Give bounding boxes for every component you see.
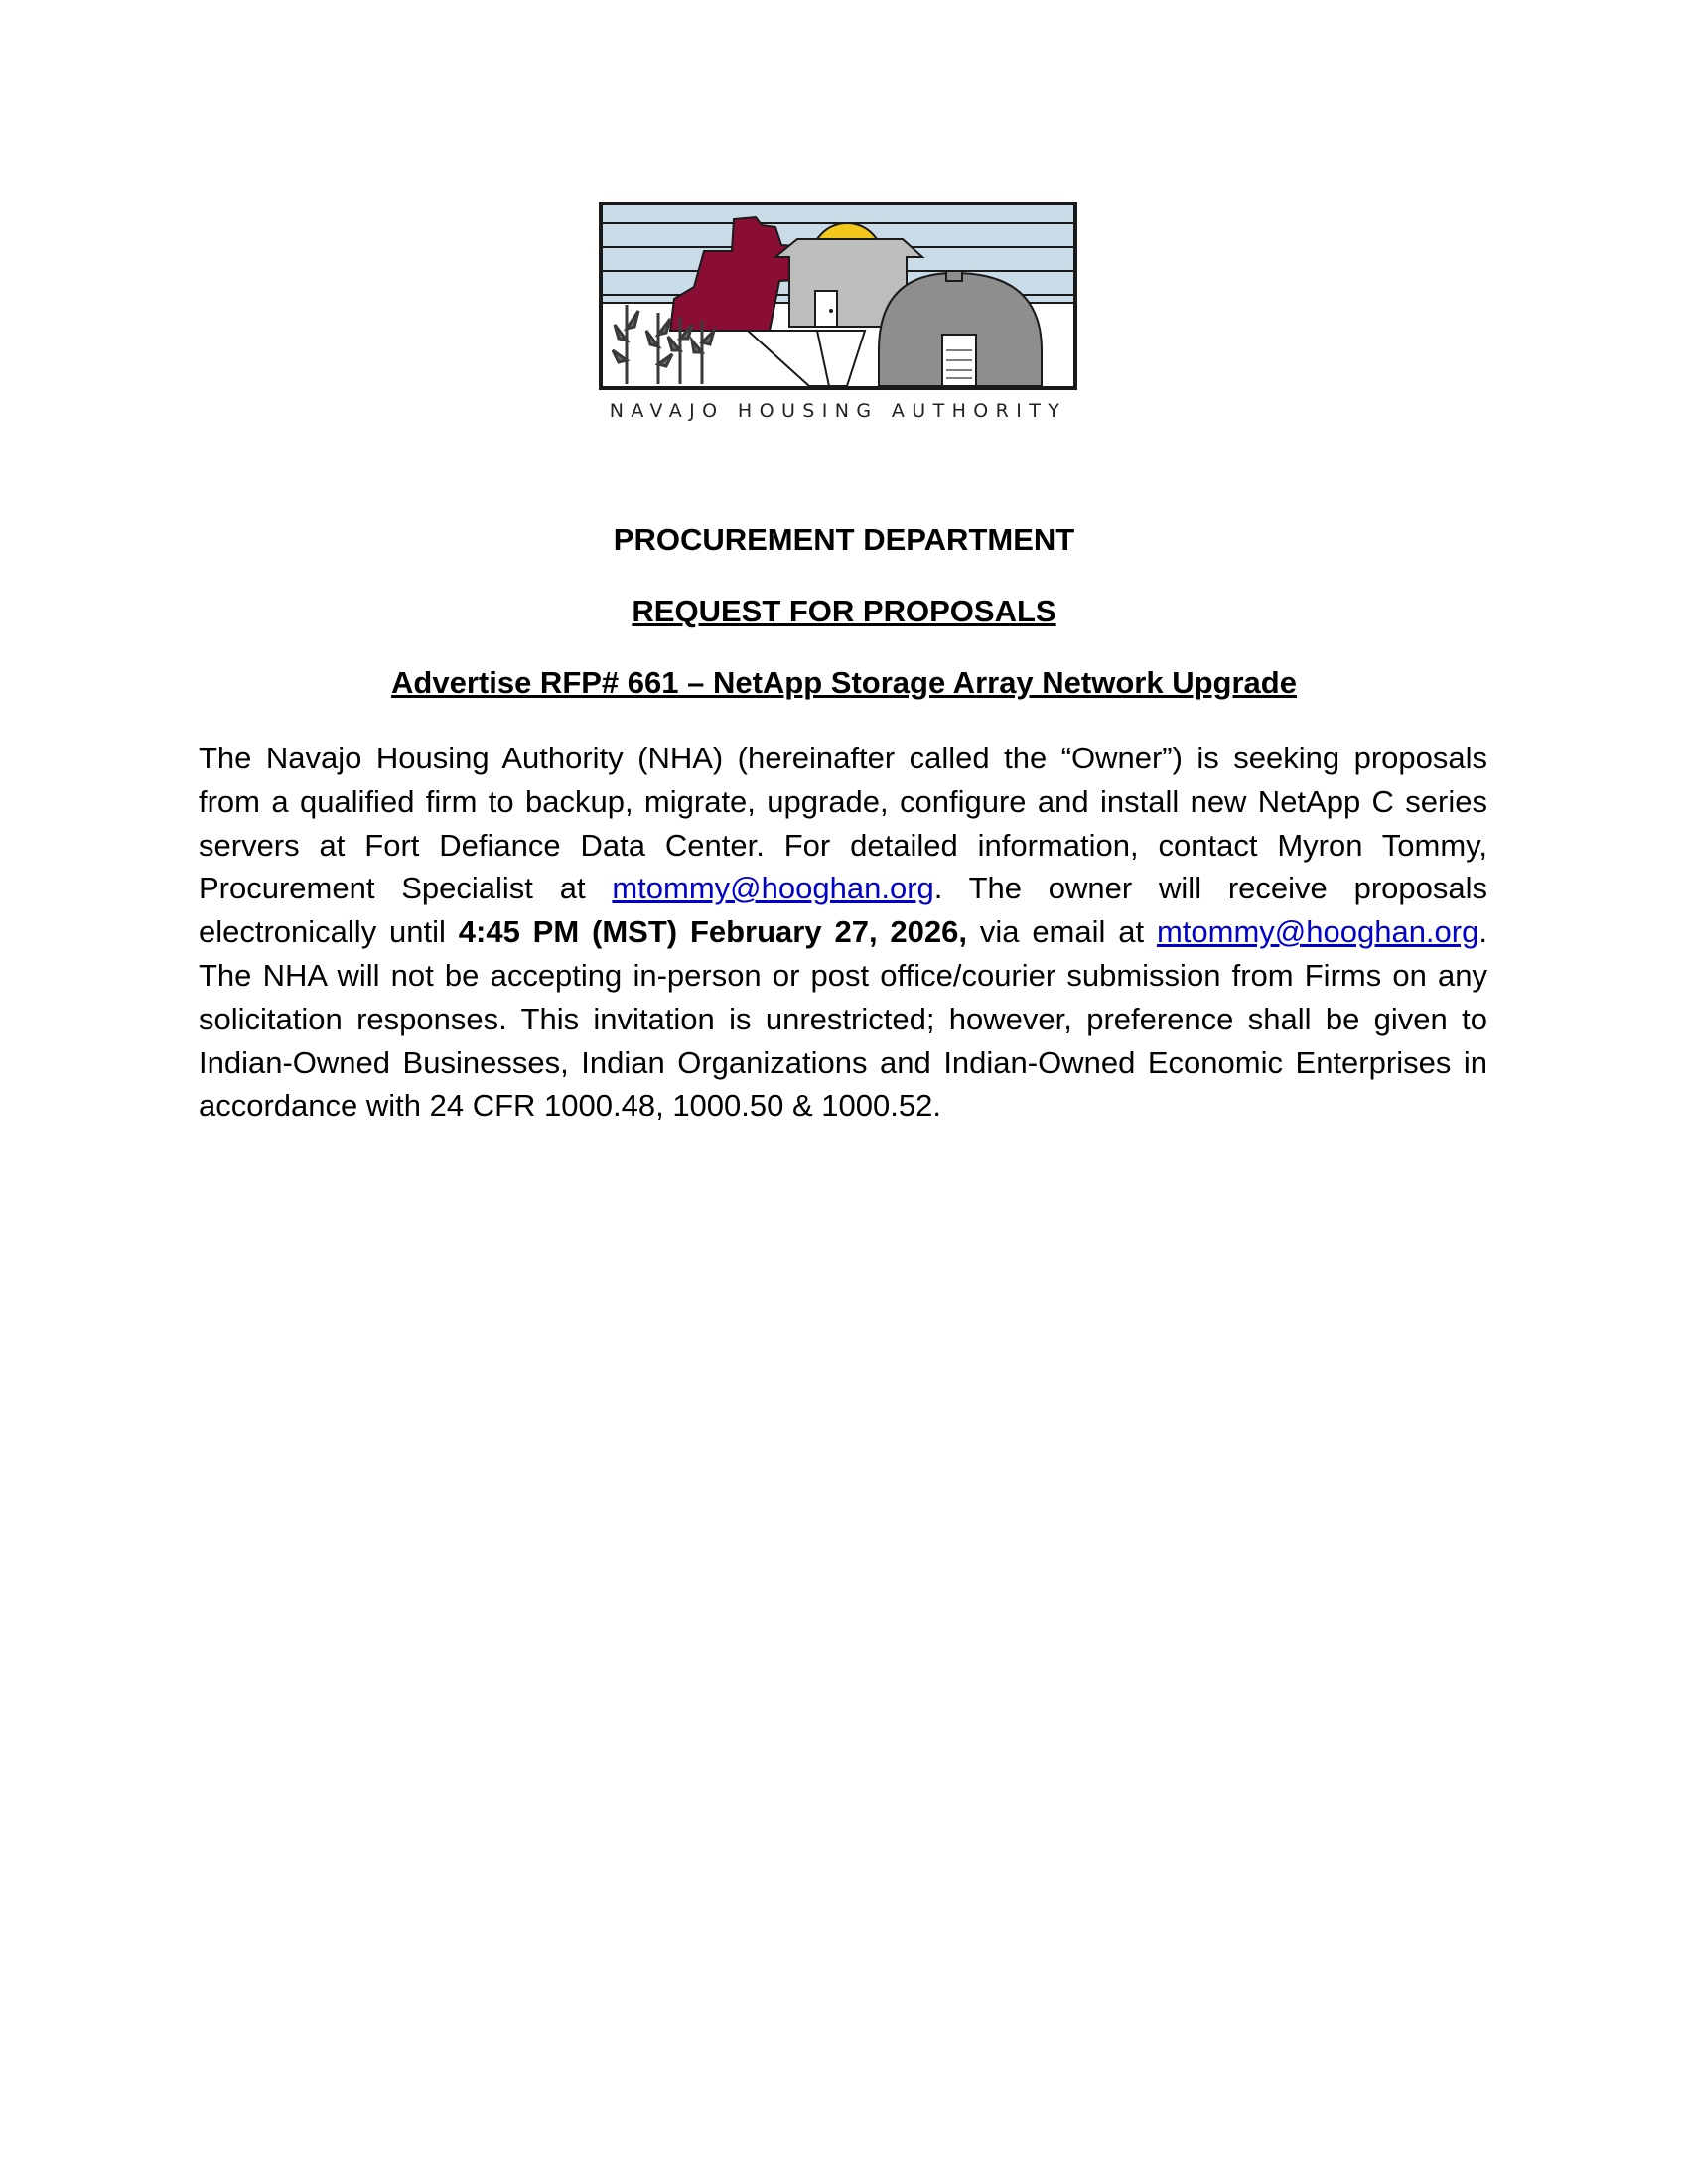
rfp-heading: REQUEST FOR PROPOSALS xyxy=(632,594,1056,628)
rfp-body-paragraph xyxy=(199,737,1487,1128)
body-text-part1: The Navajo Housing Authority (NHA) (hereinafter called the “Owner”) is seeking proposals from a qualified firm to backup, migrate, upgrade, configure and install new NetApp C series servers at Fort Defiance Data Center. For detailed information, contact Myron Tommy, Procurement Specialist at xyxy=(199,741,1487,906)
submission-email-link[interactable]: mtommy@hooghan.org xyxy=(1156,914,1479,950)
contact-email-link[interactable]: mtommy@hooghan.org xyxy=(612,871,934,906)
department-heading: PROCUREMENT DEPARTMENT xyxy=(613,522,1075,557)
rfp-title: Advertise RFP# 661 – NetApp Storage Array Network Upgrade xyxy=(391,665,1297,700)
nha-logo xyxy=(599,202,1077,432)
body-text-part4: . The NHA will not be accepting in-person or post office/courier submission from Firms on any solicitation responses. This invitation is unrestricted; however, preference shall be given to Indian-Owned Businesses, Indian Organizations and Indian-Owned Economic Enterprises in accordance with 24 CFR 1000.48, 1000.50 & 1000.52. xyxy=(199,914,1487,1124)
nha-logo-graphic xyxy=(599,202,1077,390)
body-text-part2: . The owner will receive proposals electronically until xyxy=(199,871,1487,950)
deadline-text: 4:45 PM (MST) February 27, 2026, xyxy=(458,914,967,950)
body-text-part3: via email at xyxy=(966,914,1157,950)
organization-name: NAVAJO HOUSING AUTHORITY xyxy=(609,400,1067,422)
